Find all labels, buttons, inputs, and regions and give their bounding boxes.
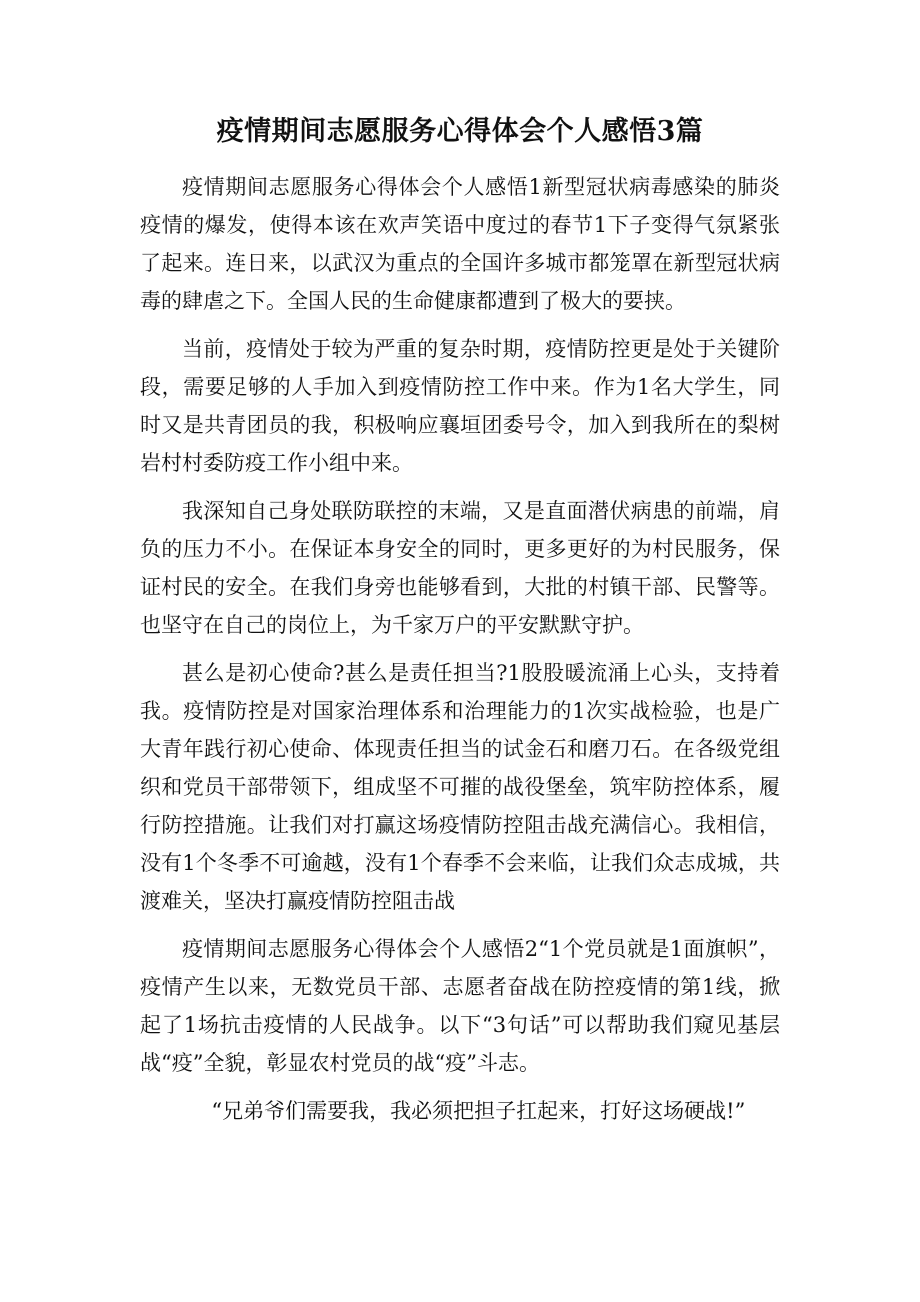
paragraph: 甚么是初心使命?甚么是责任担当?1股股暖流涌上心头，支持着我。疫情防控是对国家治理体系和治理能力的1次实战检验，也是广大青年践行初心使命、体现责任担当的试金石和磨刀石。在各级党组织和党员干部带领下，组成坚不可摧的战役堡垒，筑牢防控体系，履行防控措施。让我们对打赢这场疫情防控阻击战充满信心。我相信，没有1个冬季不可逾越，没有1个春季不会来临，让我们众志成城，共渡难关，坚决打赢疫情防控阻击战 (140, 661, 780, 913)
document-title: 疫情期间志愿服务心得体会个人感悟3篇 (216, 116, 704, 147)
paragraph: 我深知自己身处联防联控的末端，又是直面潜伏病患的前端，肩负的压力不小。在保证本身安全的同时，更多更好的为村民服务，保证村民的安全。在我们身旁也能够看到，大批的村镇干部、民警等。也坚守在自己的岗位上，为千家万户的平安默默守护。 (140, 499, 780, 637)
quote-paragraph: “兄弟爷们需要我，我必须把担子扛起来，打好这场硬战!” (211, 1099, 746, 1123)
document-body (140, 168, 780, 1140)
paragraph: 当前，疫情处于较为严重的复杂时期，疫情防控更是处于关键阶段，需要足够的人手加入到疫情防控工作中来。作为1名大学生，同时又是共青团员的我，积极响应襄垣团委号令，加入到我所在的梨树岩村村委防疫工作小组中来。 (140, 337, 780, 475)
paragraph: 疫情期间志愿服务心得体会个人感悟1新型冠状病毒感染的肺炎疫情的爆发，使得本该在欢声笑语中度过的春节1下子变得气氛紧张了起来。连日来，以武汉为重点的全国许多城市都笼罩在新型冠状病毒的肆虐之下。全国人民的生命健康都遭到了极大的要挟。 (140, 175, 780, 313)
paragraph: 疫情期间志愿服务心得体会个人感悟2“1个党员就是1面旗帜”，疫情产生以来，无数党员干部、志愿者奋战在防控疫情的第1线，掀起了1场抗击疫情的人民战争。以下“3句话”可以帮助我们窥见基层战“疫”全貌，彰显农村党员的战“疫”斗志。 (140, 937, 780, 1075)
